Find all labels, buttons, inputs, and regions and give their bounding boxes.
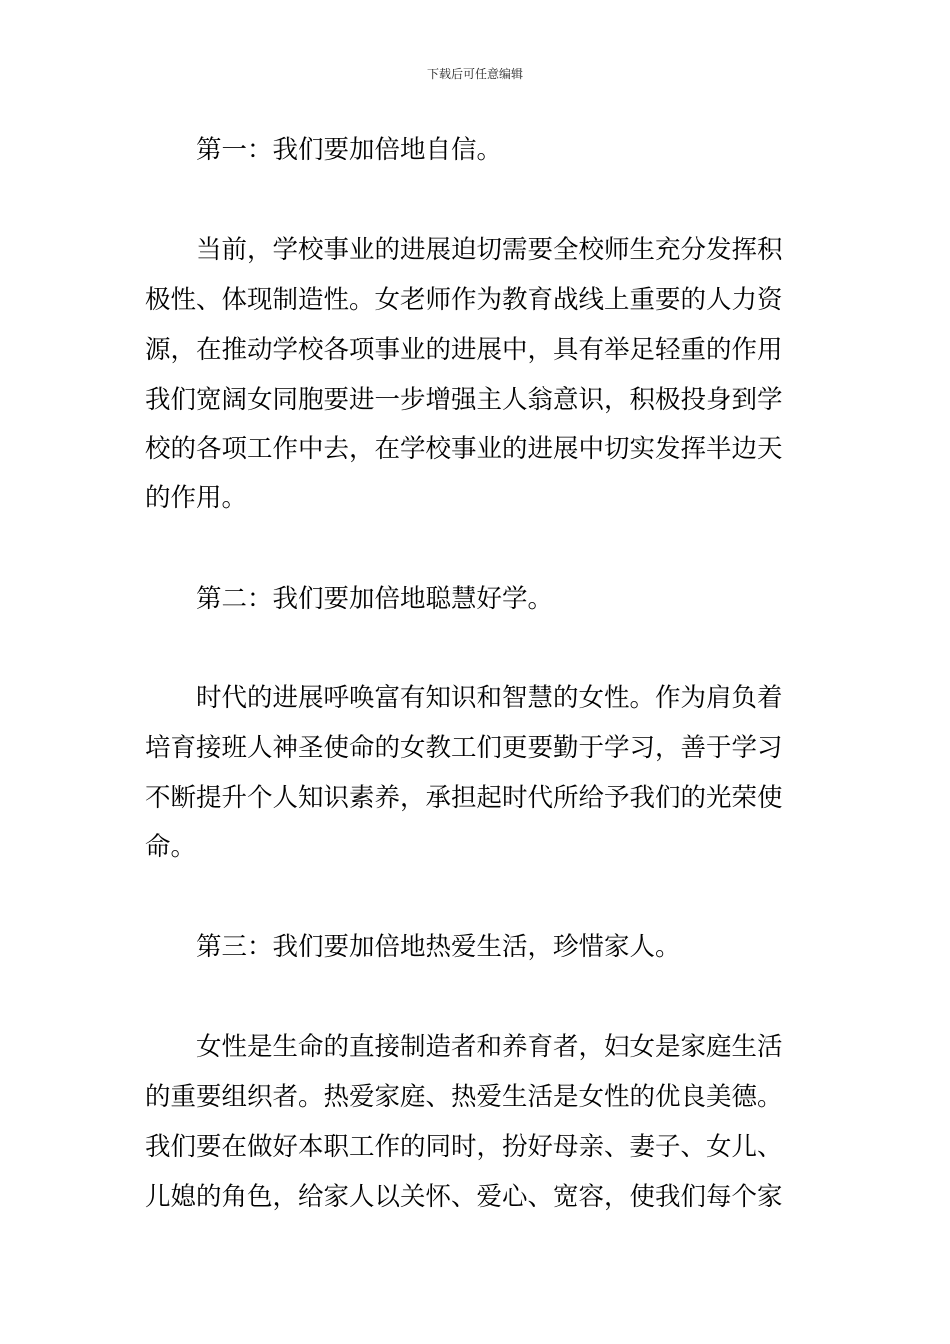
section-2-line-3: 不断提升个人知识素养，承担起时代所给予我们的光荣使 [145,783,783,813]
section-1-line-2: 极性、体现制造性。女老师作为教育战线上重要的人力资 [145,285,783,315]
section-1-line-6: 的作用。 [145,483,248,513]
page-header-note: 下载后可任意编辑 [426,67,523,81]
section-3-line-2: 的重要组织者。热爱家庭、热爱生活是女性的优良美德。 [145,1082,783,1112]
section-1-line-5: 校的各项工作中去，在学校事业的进展中切实发挥半边天 [145,434,783,464]
section-2-line-4: 命。 [145,832,197,862]
section-1-line-3: 源，在推动学校各项事业的进展中，具有举足轻重的作用 [145,335,783,365]
section-3-line-3: 我们要在做好本职工作的同时，扮好母亲、妻子、女儿、 [145,1132,783,1162]
section-2-heading: 第二：我们要加倍地聪慧好学。 [196,584,554,614]
section-3-line-1: 女性是生命的直接制造者和养育者，妇女是家庭生活 [196,1032,783,1062]
section-1-line-4: 我们宽阔女同胞要进一步增强主人翁意识，积极投身到学 [145,385,783,415]
section-3-line-4: 儿媳的角色，给家人以关怀、爱心、宽容，使我们每个家 [145,1182,783,1212]
section-2-line-1: 时代的进展呼唤富有知识和智慧的女性。作为肩负着 [196,683,783,713]
section-1-line-1: 当前，学校事业的进展迫切需要全校师生充分发挥积 [196,235,783,265]
section-1-heading: 第一：我们要加倍地自信。 [196,135,503,165]
section-3-heading: 第三：我们要加倍地热爱生活，珍惜家人。 [196,932,681,962]
section-2-line-2: 培育接班人神圣使命的女教工们更要勤于学习，善于学习 [145,733,783,763]
